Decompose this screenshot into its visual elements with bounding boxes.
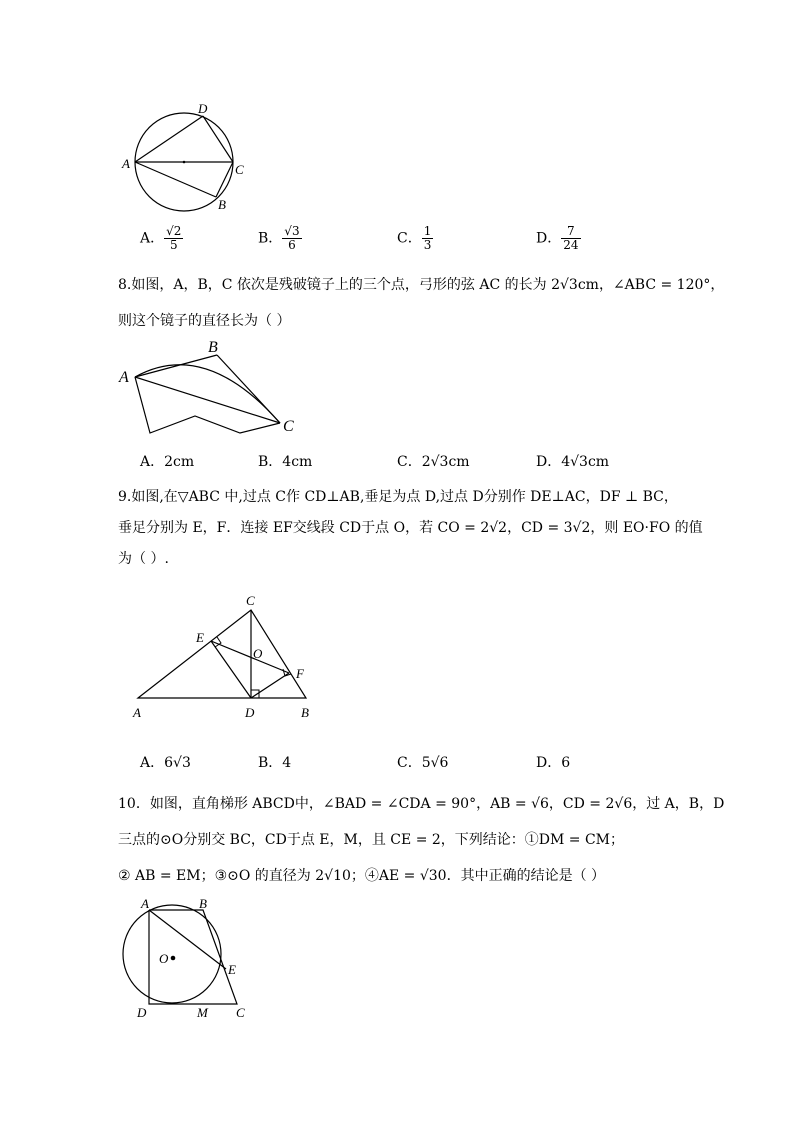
q8-option-c: C．2√3cm bbox=[397, 454, 470, 470]
q8-line1: 8.如图，A，B，C 依次是残破镜子上的三个点，弓形的弦 AC 的长为 2√3cm，∠ABC = 120°， bbox=[118, 277, 725, 293]
label-D: D bbox=[198, 101, 208, 116]
label-E: E bbox=[196, 630, 204, 645]
q9-line3: 为（ ）. bbox=[118, 551, 169, 567]
q8-option-a: A．2cm bbox=[140, 454, 195, 470]
label-B: B bbox=[208, 339, 218, 356]
label-M: M bbox=[197, 1005, 208, 1020]
figure-q8-mirror bbox=[115, 338, 305, 438]
label-O: O bbox=[253, 646, 263, 661]
label-A: A bbox=[133, 705, 141, 720]
q8-option-d: D．4√3cm bbox=[536, 454, 610, 470]
q10-line2: 三点的⊙O分别交 BC，CD于点 E，M，且 CE = 2，下列结论：①DM = CM； bbox=[118, 832, 625, 848]
q8-line2: 则这个镜子的直径长为（ ） bbox=[118, 313, 291, 329]
q7-option-a: A． $\frac{√2}{5}$ bbox=[140, 224, 182, 252]
label-F: F bbox=[296, 666, 304, 681]
label-A: A bbox=[122, 156, 130, 171]
label-E: E bbox=[228, 962, 236, 977]
q8-option-b: B．4cm bbox=[258, 454, 313, 470]
q10-line1: 10．如图，直角梯形 ABCD中，∠BAD = ∠CDA = 90°，AB = √6，CD = 2√6，过 A，B，D bbox=[118, 796, 725, 812]
q9-option-d: D．6 bbox=[536, 755, 571, 771]
q10-line3: ② AB = EM；③⊙O 的直径为 2√10；④AE = √30．其中正确的结论是（ ） bbox=[118, 868, 606, 884]
q7-option-d: D． $\frac{7}{24}$ bbox=[536, 224, 579, 252]
q9-line1: 9.如图,在▽ABC 中,过点 C作 CD⊥AB,垂足为点 D,过点 D分别作 DE⊥AC，DF ⊥ BC， bbox=[118, 489, 678, 505]
q9-option-c: C．5√6 bbox=[397, 755, 449, 771]
q9-line2: 垂足分别为 E，F．连接 EF交线段 CD于点 O，若 CO = 2√2，CD = 3√2，则 EO·FO 的值 bbox=[118, 520, 703, 536]
q7-option-c: C． $\frac{1}{3}$ bbox=[397, 224, 432, 252]
label-A: A bbox=[141, 896, 149, 911]
label-A: A bbox=[119, 369, 129, 386]
label-B: B bbox=[301, 705, 309, 720]
label-D: D bbox=[137, 1005, 147, 1020]
label-B: B bbox=[218, 197, 226, 212]
figure-q10-trapezoid bbox=[115, 894, 275, 1022]
label-D: D bbox=[245, 705, 255, 720]
label-C: C bbox=[235, 162, 244, 177]
label-C: C bbox=[246, 593, 255, 608]
q9-option-a: A．6√3 bbox=[140, 755, 191, 771]
figure-q7-circle bbox=[118, 96, 258, 216]
label-C: C bbox=[283, 418, 294, 435]
figure-q9-triangle bbox=[125, 590, 335, 725]
label-C: C bbox=[236, 1005, 245, 1020]
q7-option-b: B． $\frac{√3}{6}$ bbox=[258, 224, 300, 252]
label-O: O bbox=[159, 951, 169, 966]
label-B: B bbox=[199, 896, 207, 911]
q9-option-b: B．4 bbox=[258, 755, 292, 771]
